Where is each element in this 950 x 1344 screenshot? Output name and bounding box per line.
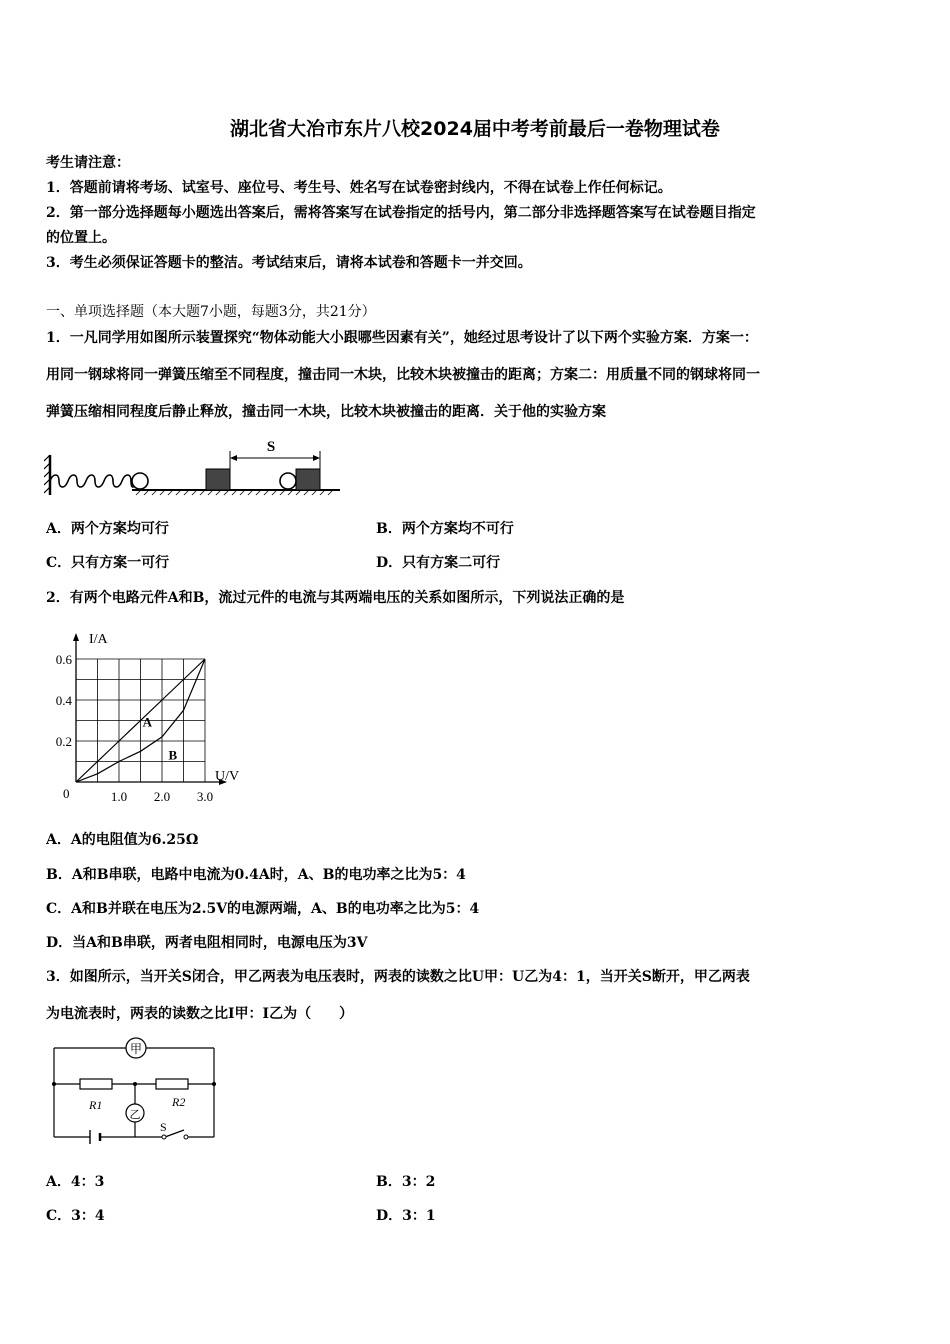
meter-jia-label: 甲	[129, 1042, 143, 1056]
junction-right	[212, 1082, 216, 1086]
q1-option-b: B．两个方案均不可行	[376, 521, 514, 537]
q2-option-a: A．A的电阻值为6.25Ω	[46, 832, 199, 848]
switch-label: S	[160, 1120, 167, 1134]
r2-label: R2	[172, 1095, 186, 1109]
resistor-r2	[156, 1079, 188, 1089]
notice-item-2: 2．第一部分选择题每小题选出答案后，需将答案写在试卷指定的括号内，第二部分非选择题答案写在试卷题目指定	[46, 205, 756, 221]
q2-option-d: D．当A和B串联，两者电阻相同时，电源电压为3V	[46, 935, 368, 951]
junction-middle	[133, 1082, 137, 1086]
q3-circuit	[44, 1036, 224, 1148]
q3-option-b: B．3：2	[376, 1174, 436, 1190]
switch-blade	[165, 1130, 184, 1137]
q1-option-c: C．只有方案一可行	[46, 555, 170, 571]
section-heading: 一、单项选择题（本大题7小题，每题3分，共21分）	[46, 304, 376, 320]
meter-yi-label: 乙	[129, 1109, 141, 1121]
spring	[50, 475, 137, 487]
junction-left	[52, 1082, 56, 1086]
q1-line-1: 1．一凡同学用如图所示装置探究“物体动能大小跟哪些因素有关”，她经过思考设计了以下两个实验方案．方案一：	[46, 330, 758, 346]
series-label-A: A	[142, 714, 153, 730]
arrow-head-right	[313, 455, 320, 461]
q3-option-a: A．4：3	[46, 1174, 105, 1190]
q2-stem: 2．有两个电路元件A和B，流过元件的电流与其两端电压的关系如图所示，下列说法正确的是	[46, 590, 625, 606]
q1-option-a: A．两个方案均可行	[46, 521, 169, 537]
x-tick-label: 1.0	[110, 789, 128, 804]
series-label-B: B	[168, 747, 178, 763]
q1-line-2: 用同一钢球将同一弹簧压缩至不同程度，撞击同一木块，比较木块被撞击的距离；方案二：用质量不同的钢球将同一	[46, 367, 760, 383]
y-tick-label: 0.4	[55, 693, 72, 708]
resistor-r1	[80, 1079, 112, 1089]
y-axis-arrow	[73, 633, 79, 641]
q2-option-b: B．A和B串联，电路中电流为0.4A时，A、B的电功率之比为5：4	[46, 867, 466, 883]
distance-label: S	[266, 439, 276, 455]
r1-label: R1	[89, 1098, 103, 1112]
notice-item-3: 3．考生必须保证答题卡的整洁。考试结束后，请将本试卷和答题卡一并交回。	[46, 255, 532, 271]
switch-contact-left	[162, 1135, 166, 1139]
notice-item-2-cont: 的位置上。	[46, 230, 116, 246]
ball-end	[280, 473, 296, 489]
y-tick-label: 0.6	[55, 652, 72, 667]
q1-line-3: 弹簧压缩相同程度后静止释放，撞击同一木块，比较木块被撞击的距离．关于他的实验方案	[46, 404, 606, 420]
iu-chart	[40, 628, 260, 808]
origin-label: 0	[63, 786, 70, 801]
y-tick-label: 0.2	[55, 734, 72, 749]
q3-option-d: D．3：1	[376, 1208, 436, 1224]
q3-line-1: 3．如图所示，当开关S闭合，甲乙两表为电压表时，两表的读数之比U甲：U乙为4：1，当开关S断开，甲乙两表	[46, 969, 750, 985]
q1-figure	[44, 433, 344, 501]
q2-option-c: C．A和B并联在电压为2.5V的电源两端，A、B的电功率之比为5：4	[46, 901, 480, 917]
q1-option-d: D．只有方案二可行	[376, 555, 501, 571]
q3-line-2: 为电流表时，两表的读数之比I甲：I乙为（ ）	[46, 1006, 354, 1022]
block-start	[206, 469, 230, 490]
q3-option-c: C．3：4	[46, 1208, 105, 1224]
y-axis-label: I/A	[89, 632, 108, 647]
ball-start	[132, 473, 148, 489]
block-end	[296, 469, 320, 490]
notice-heading: 考生请注意：	[46, 155, 130, 171]
page-title: 湖北省大冶市东片八校2024届中考考前最后一卷物理试卷	[230, 118, 720, 140]
x-tick-label: 2.0	[153, 789, 171, 804]
arrow-head-left	[230, 455, 237, 461]
switch-contact-right	[184, 1135, 188, 1139]
x-axis-label: U/V	[215, 769, 240, 784]
notice-item-1: 1．答题前请将考场、试室号、座位号、考生号、姓名写在试卷密封线内，不得在试卷上作任何标记。	[46, 180, 672, 196]
x-tick-label: 3.0	[196, 789, 214, 804]
